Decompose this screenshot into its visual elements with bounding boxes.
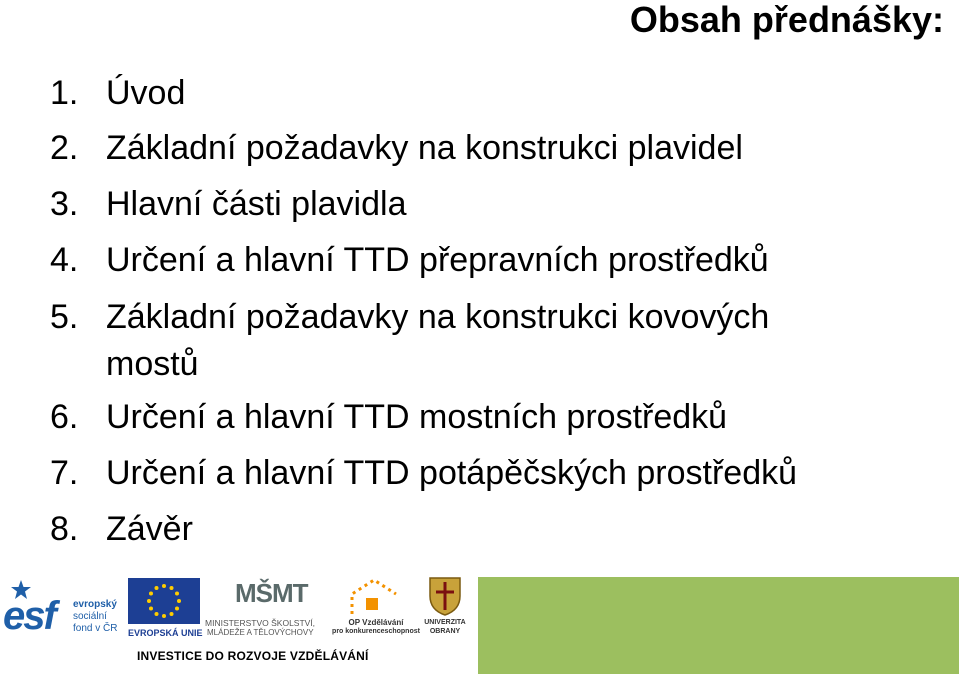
msmt-line1: MINISTERSTVO ŠKOLSTVÍ, <box>205 618 316 628</box>
esf-line1: evropský <box>73 599 117 610</box>
agenda-item-4 <box>50 242 910 278</box>
agenda-number: 6. <box>50 398 79 436</box>
agenda-number: 8. <box>50 510 79 548</box>
eu-label: EVROPSKÁ UNIE <box>128 628 203 638</box>
eu-flag-icon <box>128 578 200 624</box>
agenda-text: Hlavní části plavidla <box>106 185 407 223</box>
op-line2: pro konkurenceschopnost <box>332 628 420 635</box>
msmt-line2: MLÁDEŽE A TĚLOVÝCHOVY <box>207 628 314 637</box>
slide-title: Obsah přednášky: <box>629 0 944 40</box>
agenda-number: 5. <box>50 298 79 336</box>
agenda-text: Určení a hlavní TTD mostních prostředků <box>106 398 728 436</box>
eu-logo <box>128 578 203 640</box>
agenda-item-6 <box>50 399 910 435</box>
shield-icon <box>428 576 462 616</box>
green-accent-bar <box>478 577 959 674</box>
agenda-text: Určení a hlavní TTD potápěčských prostředků <box>106 454 798 492</box>
esf-mark: esf <box>3 594 55 638</box>
agenda-text-continued: mostů <box>106 345 199 383</box>
agenda-item-3 <box>50 186 910 222</box>
agenda-text: Základní požadavky na konstrukci kovových <box>106 298 770 336</box>
logo-footer <box>0 574 959 674</box>
agenda-number: 3. <box>50 185 79 223</box>
agenda-number: 7. <box>50 454 79 492</box>
op-dots-icon <box>346 576 402 618</box>
agenda-item-7 <box>50 455 910 491</box>
agenda-text: Závěr <box>106 510 193 548</box>
esf-line2: sociální <box>73 611 107 622</box>
agenda-item-8 <box>50 511 910 547</box>
agenda-item-5 <box>50 299 910 382</box>
agenda-item-1 <box>50 75 910 111</box>
op-line1: OP Vzdělávání <box>348 618 404 627</box>
agenda-item-2 <box>50 130 910 166</box>
agenda-number: 1. <box>50 74 79 112</box>
investice-slogan: INVESTICE DO ROZVOJE VZDĚLÁVÁNÍ <box>137 649 369 663</box>
univerzita-line1: UNIVERZITA <box>424 619 466 626</box>
msmt-logo <box>205 578 330 640</box>
agenda-number: 4. <box>50 241 79 279</box>
esf-line3: fond v ČR <box>73 623 118 634</box>
agenda-text: Základní požadavky na konstrukci plavidel <box>106 129 743 167</box>
agenda-text: Úvod <box>106 74 186 112</box>
esf-logo <box>3 580 123 640</box>
op-vk-logo <box>332 576 420 640</box>
univerzita-obrany-logo <box>420 576 470 640</box>
agenda-number: 2. <box>50 129 79 167</box>
univerzita-line2: OBRANY <box>429 628 461 635</box>
agenda-text: Určení a hlavní TTD přepravních prostředků <box>106 241 769 279</box>
msmt-mark: MŠMT <box>235 578 308 608</box>
